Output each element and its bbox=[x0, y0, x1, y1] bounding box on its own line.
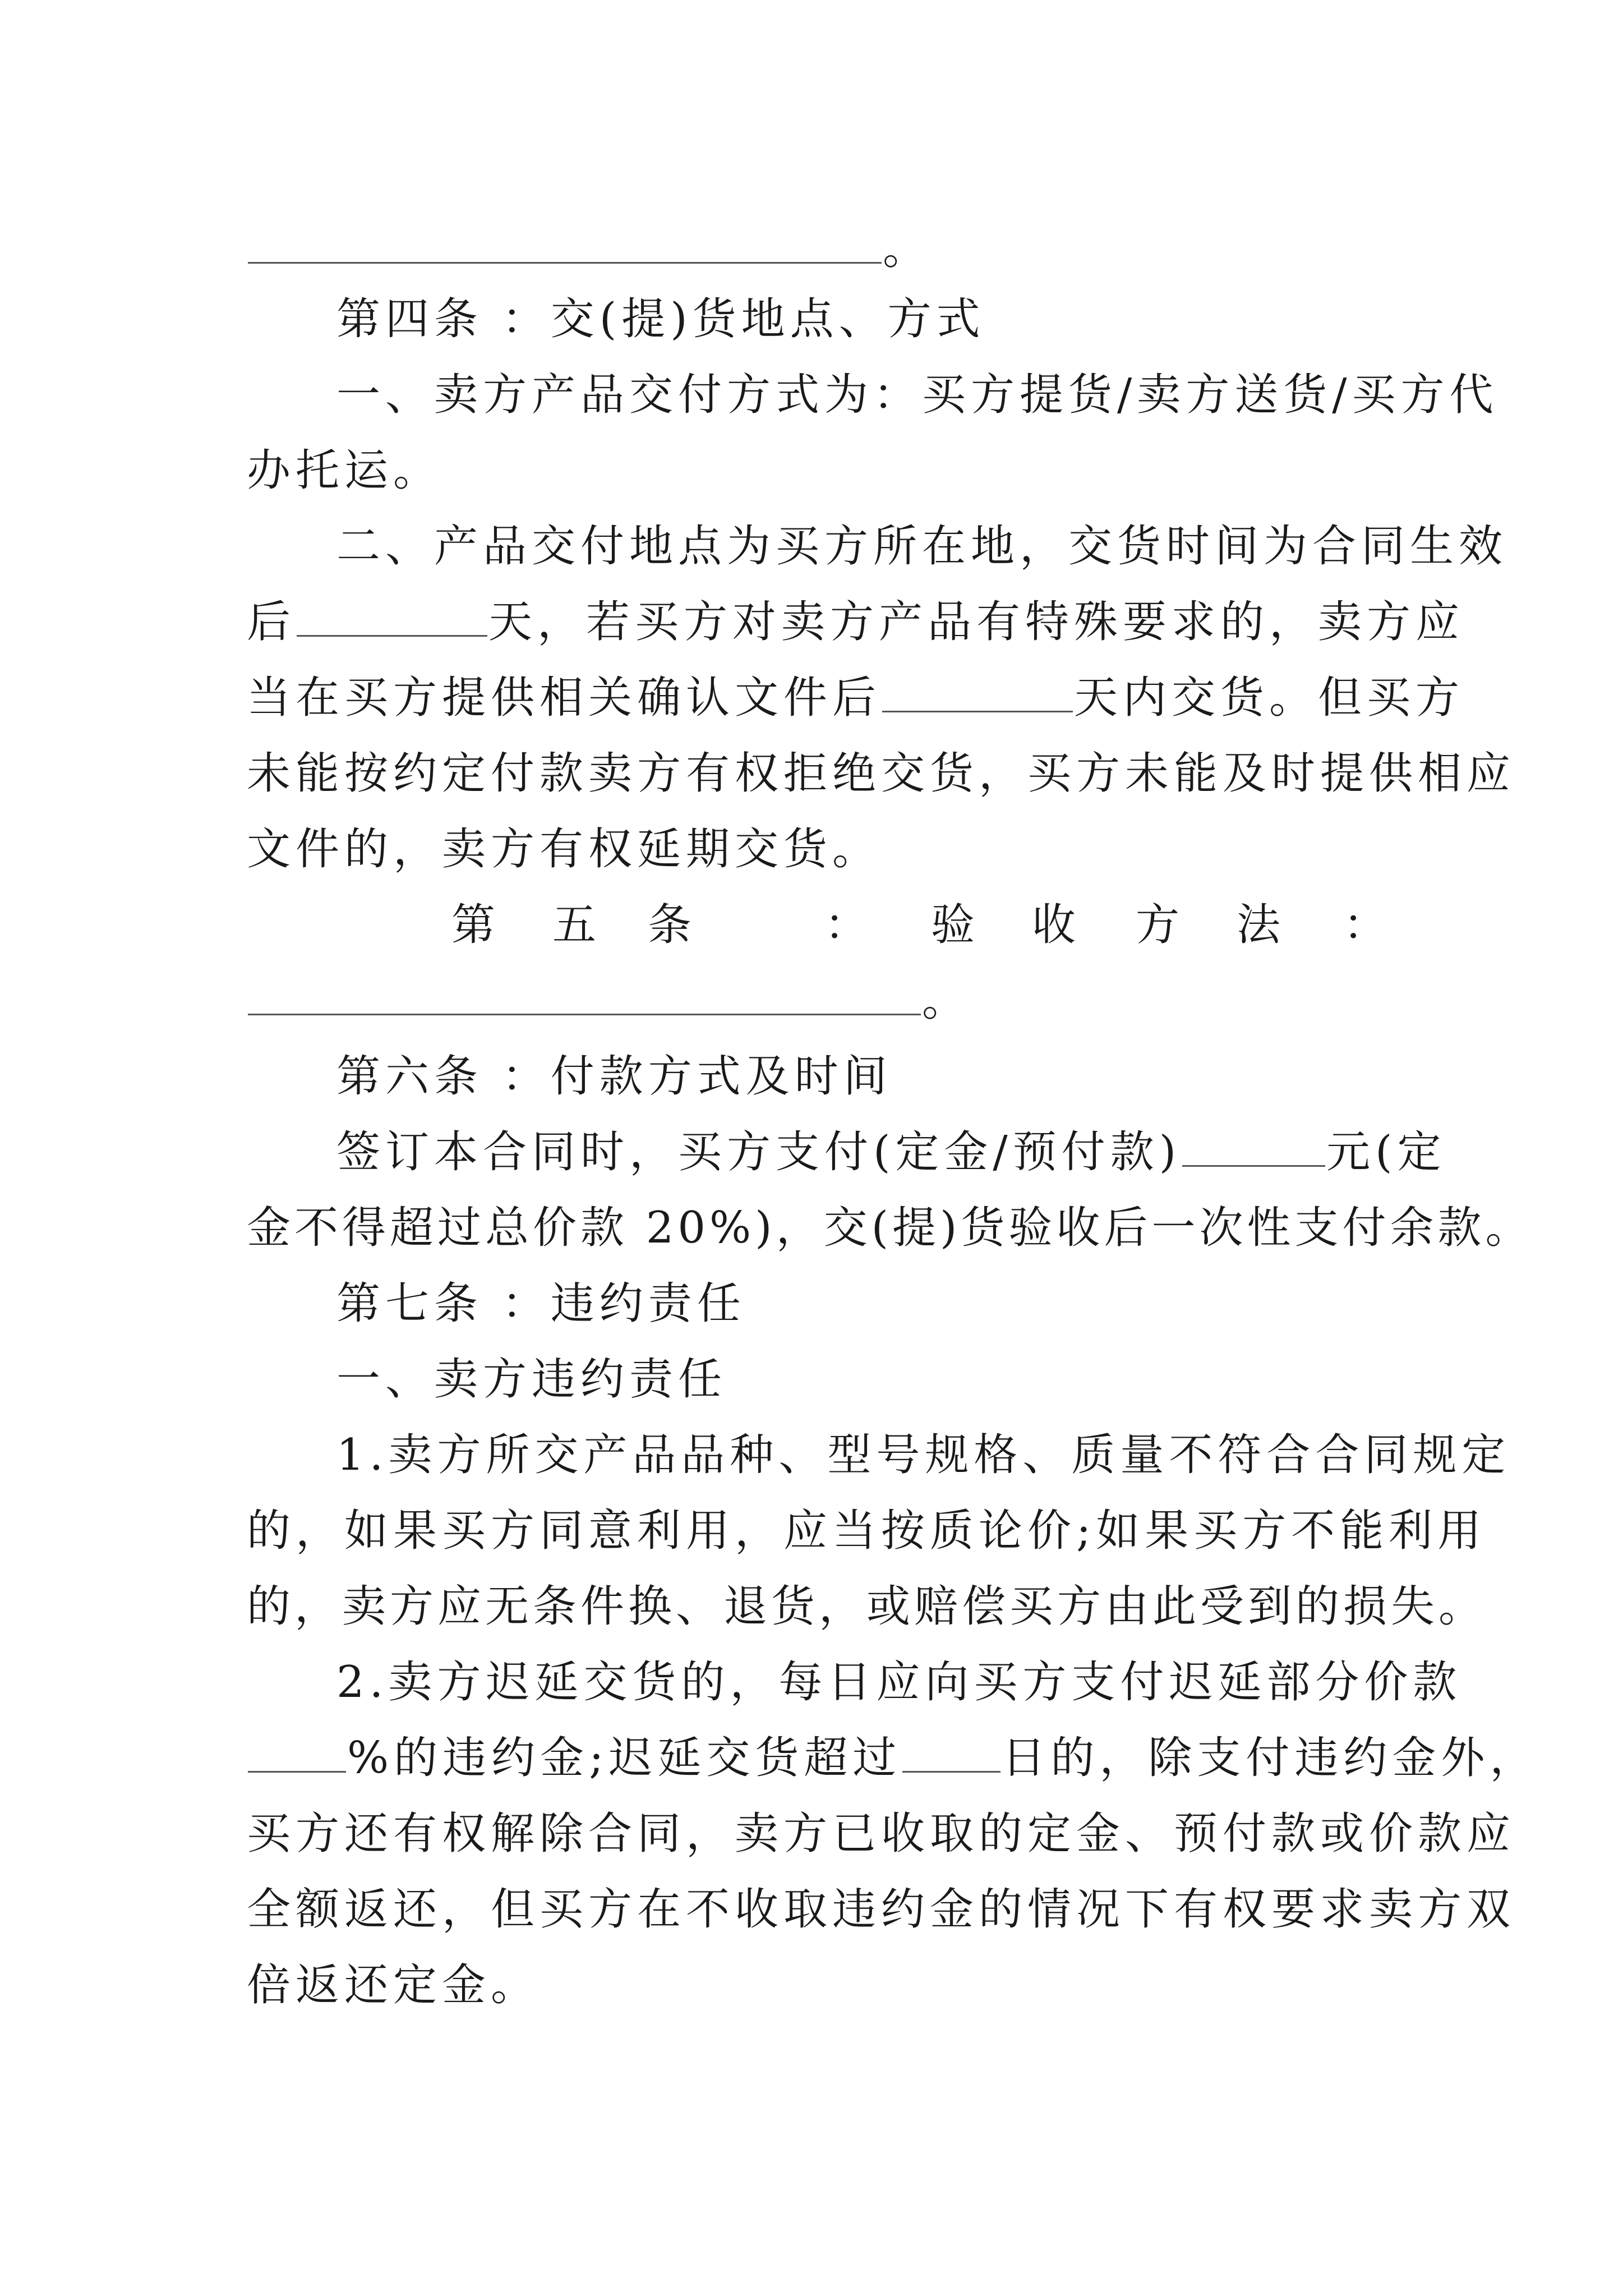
article-5-blank-line bbox=[247, 976, 1623, 1026]
article-7-item2-line1: 2.卖方迟延交货的，每日应向买方支付迟延部分价款 bbox=[336, 1657, 1462, 1708]
period: 。 bbox=[883, 224, 932, 274]
article-4-para2-line3 bbox=[247, 673, 1623, 723]
days-overdue-blank[interactable] bbox=[902, 1771, 1000, 1773]
char: 第 bbox=[451, 900, 496, 950]
text-segment: 元(定 bbox=[1326, 1127, 1446, 1177]
article-7-item2-line3: 买方还有权解除合同，卖方已收取的定金、预付款或价款应 bbox=[247, 1809, 1516, 1859]
text-segment: 当在买方提供相关确认文件后 bbox=[247, 673, 882, 723]
char: 法 bbox=[1237, 900, 1281, 950]
article-6-line1 bbox=[336, 1127, 1623, 1177]
article-7-item2-line4: 全额返还，但买方在不收取违约金的情况下有权要求卖方双 bbox=[247, 1884, 1516, 1935]
article-7-sub1: 一、卖方违约责任 bbox=[336, 1354, 727, 1405]
article-7-title: 第七条 ：违约责任 bbox=[336, 1278, 746, 1329]
days-blank-1[interactable] bbox=[297, 635, 487, 637]
acceptance-method-blank[interactable] bbox=[248, 1014, 921, 1015]
fill-blank[interactable] bbox=[248, 262, 882, 264]
text-segment: 天内交货。但买方 bbox=[1074, 673, 1465, 723]
days-blank-2[interactable] bbox=[882, 711, 1073, 712]
amount-blank[interactable] bbox=[1182, 1165, 1325, 1167]
article-4-para1-line1: 一、卖方产品交付方式为：买方提货/卖方送货/买方代 bbox=[336, 370, 1498, 420]
char: 条 bbox=[648, 900, 692, 950]
article-4-para2-line5: 文件的，卖方有权延期交货。 bbox=[247, 824, 882, 875]
article-4-para2-line2 bbox=[247, 597, 1623, 647]
char: 方 bbox=[1136, 900, 1180, 950]
percent-blank[interactable] bbox=[248, 1771, 346, 1773]
article-7-item1-line2: 的，如果买方同意利用，应当按质论价;如果买方不能利用 bbox=[247, 1506, 1487, 1556]
article-7-item2-line5: 倍返还定金。 bbox=[247, 1960, 540, 2010]
article-4-para1-line2: 办托运。 bbox=[247, 445, 442, 496]
text-segment: 后 bbox=[247, 597, 296, 647]
text-segment: 天，若买方对卖方产品有特殊要求的，卖方应 bbox=[488, 597, 1465, 647]
period: 。 bbox=[922, 976, 971, 1026]
article-4-para2-line4: 未能按约定付款卖方有权拒绝交货，买方未能及时提供相应 bbox=[247, 748, 1516, 799]
article-7-item2-line2 bbox=[247, 1733, 1623, 1783]
char: 收 bbox=[1032, 900, 1076, 950]
char: 验 bbox=[931, 900, 975, 950]
char: ： bbox=[1343, 900, 1387, 950]
article-6-line2: 金不得超过总价款 20%)，交(提)货验收后一次性支付余款。 bbox=[247, 1203, 1533, 1253]
article-6-title: 第六条 ：付款方式及时间 bbox=[336, 1051, 892, 1102]
text-segment: %的违约金;迟延交货超过 bbox=[347, 1733, 902, 1783]
char: 五 bbox=[552, 900, 597, 950]
text-segment: 签订本合同时，买方支付(定金/预付款) bbox=[336, 1127, 1182, 1177]
article-4-title: 第四条 ：交(提)货地点、方式 bbox=[336, 294, 985, 344]
text-segment: 日的，除支付违约金外， bbox=[1002, 1733, 1539, 1783]
char: ： bbox=[824, 900, 869, 950]
blank-line-top bbox=[247, 224, 1623, 274]
article-7-item1-line3: 的，卖方应无条件换、退货，或赔偿买方由此受到的损失。 bbox=[247, 1581, 1487, 1632]
article-4-para2-line1: 二、产品交付地点为买方所在地，交货时间为合同生效 bbox=[336, 521, 1508, 572]
article-7-item1-line1: 1.卖方所交产品品种、型号规格、质量不符合合同规定 bbox=[336, 1430, 1511, 1480]
